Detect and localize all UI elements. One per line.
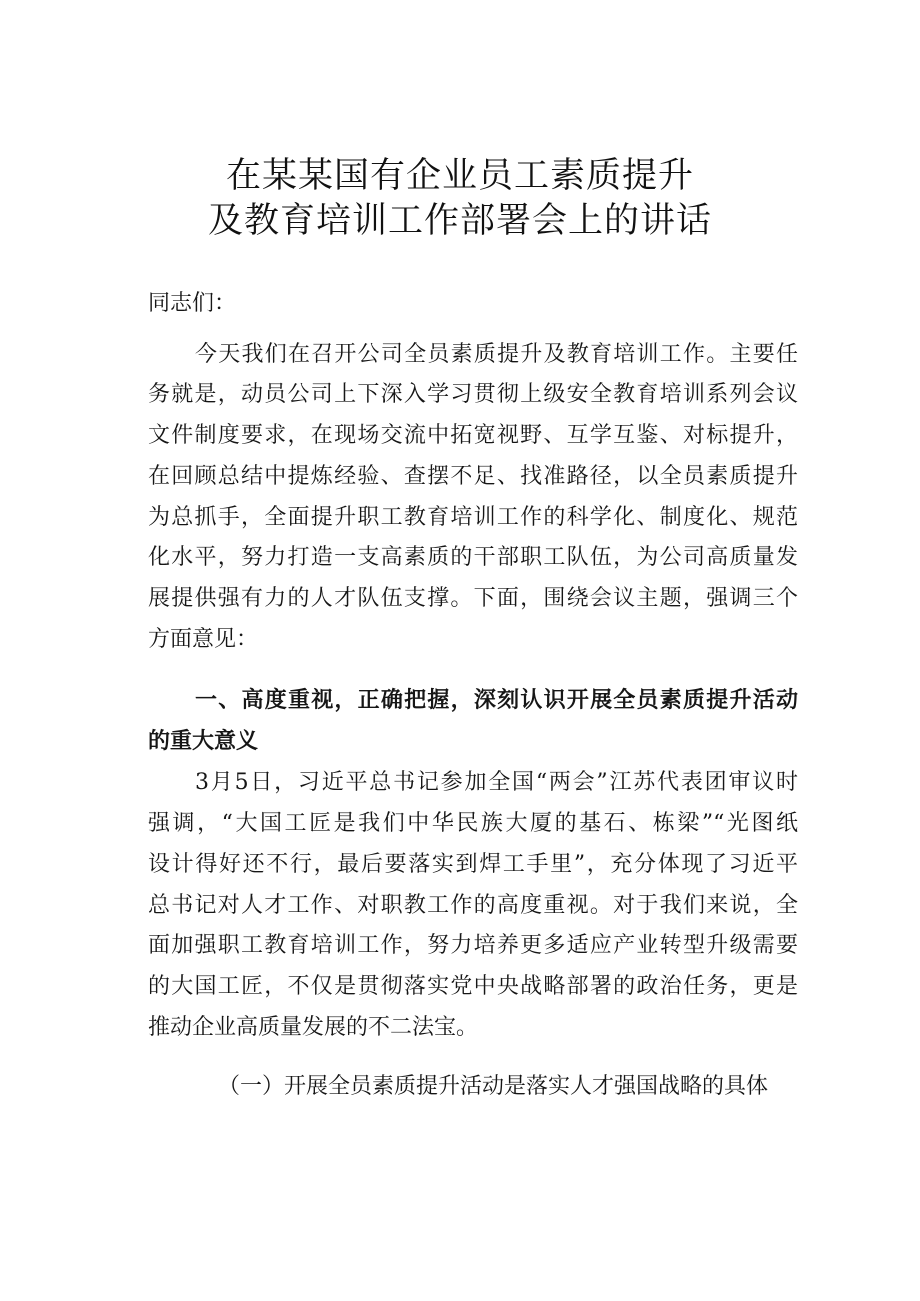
- paragraph-1-line-2: 务就是，动员公司上下深入学习贯彻上级安全教育培训系列会议: [148, 382, 798, 407]
- document-title-line-2: 及教育培训工作部署会上的讲话: [207, 201, 712, 241]
- paragraph-1-line-8: 方面意见：: [148, 627, 259, 652]
- paragraph-1-line-7: 展提供强有力的人才队伍支撑。下面，围绕会议主题，强调三个: [148, 586, 798, 611]
- paragraph-2-line-1: 3月5日，习近平总书记参加全国“两会”江苏代表团审议时: [195, 770, 798, 795]
- section-heading-1-line-2: 的重大意义: [148, 729, 259, 754]
- paragraph-2-line-4: 总书记对人才工作、对职教工作的高度重视。对于我们来说，全: [148, 893, 798, 918]
- paragraph-1-line-6: 化水平，努力打造一支高素质的干部职工队伍，为公司高质量发: [148, 545, 798, 570]
- salutation: 同志们：: [148, 291, 237, 316]
- section-heading-1-line-1: 一、高度重视，正确把握，深刻认识开展全员素质提升活动: [195, 688, 798, 713]
- subsection-heading-1: （一）开展全员素质提升活动是落实人才强国战略的具体: [218, 1074, 769, 1099]
- document-title-line-1: 在某某国有企业员工素质提升: [225, 156, 694, 196]
- paragraph-2-line-3: 设计得好还不行，最后要落实到焊工手里”，充分体现了习近平: [148, 852, 798, 877]
- paragraph-2-line-5: 面加强职工教育培训工作，努力培养更多适应产业转型升级需要: [148, 933, 798, 958]
- paragraph-1-line-4: 在回顾总结中提炼经验、查摆不足、找准路径，以全员素质提升: [148, 464, 798, 489]
- paragraph-2-line-6: 的大国工匠，不仅是贯彻落实党中央战略部署的政治任务，更是: [148, 974, 798, 999]
- paragraph-1-line-3: 文件制度要求，在现场交流中拓宽视野、互学互鉴、对标提升，: [148, 423, 798, 448]
- paragraph-1-line-1: 今天我们在召开公司全员素质提升及教育培训工作。主要任: [195, 342, 798, 367]
- paragraph-2-line-2: 强调，“大国工匠是我们中华民族大厦的基石、栋梁”“光图纸: [148, 811, 798, 836]
- paragraph-2-line-7: 推动企业高质量发展的不二法宝。: [148, 1015, 479, 1040]
- paragraph-1-line-5: 为总抓手，全面提升职工教育培训工作的科学化、制度化、规范: [148, 505, 798, 530]
